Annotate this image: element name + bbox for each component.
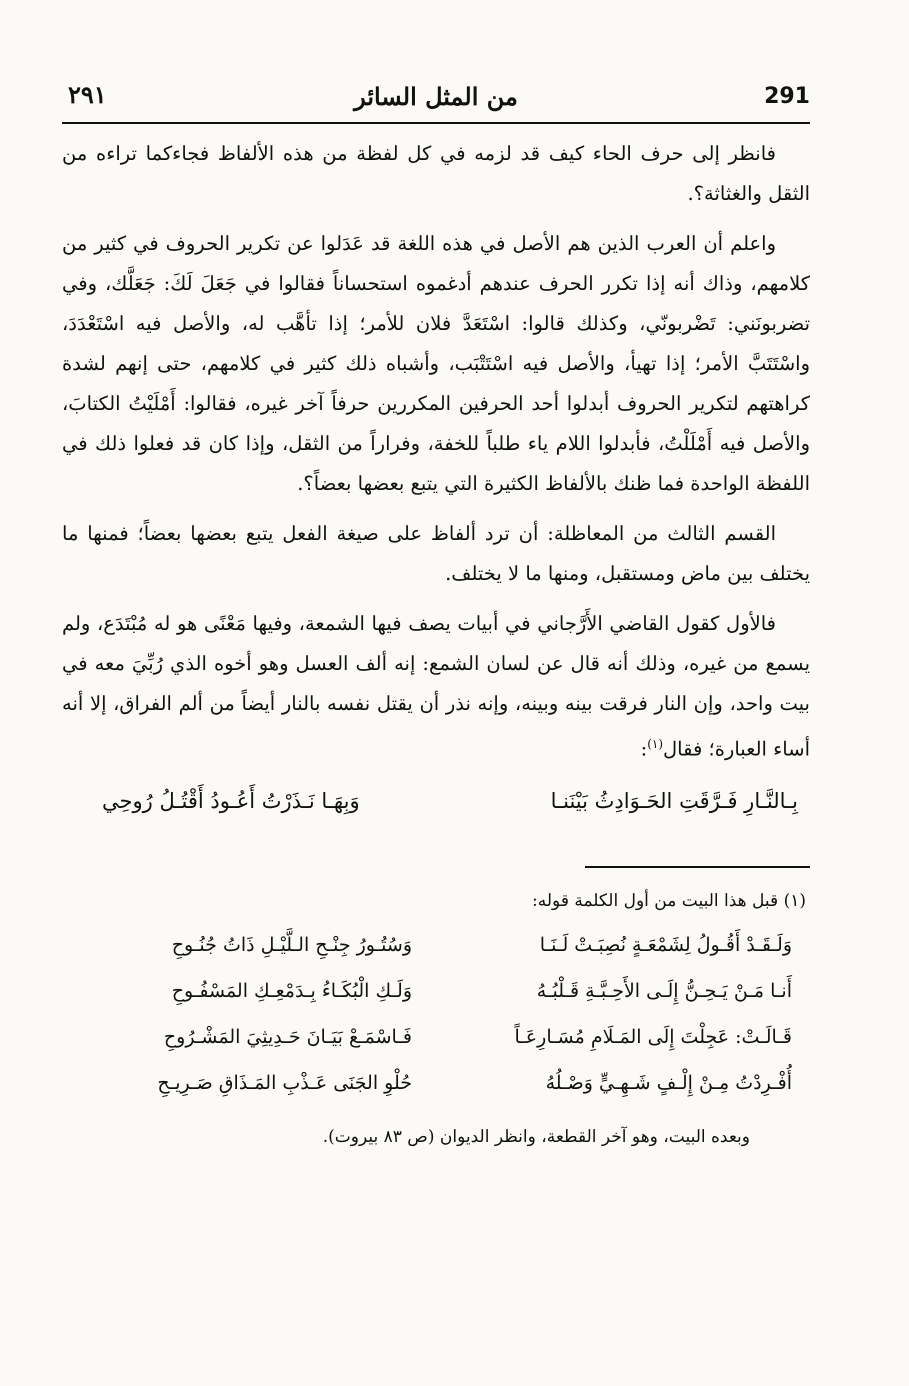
- paragraph-3: القسم الثالث من المعاظلة: أن ترد ألفاظ على صيغة الفعل يتبع بعضها بعضاً؛ فمنها ما يختلف بين ماض ومستقبل، ومنها ما لا يختلف.: [62, 522, 810, 585]
- verse-first-hemistich: بِـالنَّـارِ فَـرَّقَتِ الحَـوَادِثُ بَيْنَنـا: [550, 788, 798, 813]
- poem-line-4-a: أُفْـرِدْتُ مِـنْ إِلْـفٍ شَـهِـيٍّ وَصْـلُهُ: [545, 1071, 792, 1094]
- poem-line-4-b: حُلْوِ الجَنَى عَـذْبِ المَـذَاقِ صَـرِيـحِ: [157, 1071, 412, 1094]
- poem-line-1-a: وَلَـقَـدْ أَقُـولُ لِشَمْعَـةٍ نُصِبَـتْ لَـنَـا: [539, 933, 792, 956]
- page-number-latin: 291: [764, 84, 810, 109]
- footnote-reference[interactable]: (١): [647, 737, 664, 751]
- poem-line-3-b: فَـاسْمَـعْ بَيَـانَ حَـدِيثِيَ المَشْـرُوحِ: [163, 1025, 412, 1048]
- paragraph-1: فانظر إلى حرف الحاء كيف قد لزمه في كل لفظة من هذه الألفاظ فجاءكما تراءه من الثقل والغثاثة؟.: [62, 142, 810, 205]
- running-title: من المثل السائر: [354, 82, 518, 111]
- poem-line-2-a: أَنـا مَـنْ يَـحِـنُّ إِلَـى الأَحِـبَّـةِ قَـلْبُـهُ: [536, 979, 792, 1002]
- paragraph-4-text: فالأول كقول القاضي الأَرَّجاني في أبيات يصف فيها الشمعة، وفيها مَعْنًى هو له مُبْتَدَع، ولم يسمع من غيره، وذلك أنه قال عن لسان الشمع: إنه ألف العسل وهو أخوه الذي رُبِّيَ معه في بيت واحد، وإن النار فرقت بينه وبينه، وإنه نذر أن يقتل نفسه بالنار أيضاً من ألم الفراق، إلا أنه أساء العبارة؛ فقال: [62, 612, 810, 761]
- poem-line-2-b: وَلَـكِ الْبُكَـاءُ بِـدَمْعِـكِ المَسْفُـوحِ: [171, 979, 412, 1002]
- footnote-reference-colon: :: [640, 737, 648, 761]
- footnote-label: (١): [783, 890, 806, 911]
- main-text: [62, 134, 810, 770]
- running-header: [62, 78, 810, 124]
- verse-second-hemistich: وَبِهَـا نَـذَرْتُ أَعُـودُ أَقْتُـلُ رُوحِي: [102, 788, 360, 813]
- footnote: [62, 886, 810, 1152]
- footnote-intro-line: [62, 886, 810, 916]
- page: [62, 78, 810, 1368]
- footnote-poem: [62, 928, 810, 1100]
- paragraph-4: [62, 604, 810, 770]
- poem-line-3-a: قَـالَـتْ: عَجِلْتَ إِلَى المَـلَامِ مُسَـارِعَـاً: [514, 1025, 792, 1048]
- footnote-after: وبعده البيت، وهو آخر القطعة، وانظر الديوان (ص ٨٣ بيروت).: [322, 1126, 750, 1147]
- footnote-intro: قبل هذا البيت من أول الكلمة قوله:: [532, 890, 779, 911]
- page-number-arabic: ٢٩١: [68, 80, 107, 109]
- verse-line: [62, 780, 810, 822]
- poem-line-1-b: وَسُتُـورُ جِنْـحِ الـلَّيْـلِ ذَاتُ جُنُـوحِ: [171, 933, 412, 956]
- footnote-separator: [585, 866, 810, 868]
- paragraph-2: واعلم أن العرب الذين هم الأصل في هذه اللغة قد عَدَلوا عن تكرير الحروف في كثير من كلامهم، وذاك أنه إذا تكرر الحرف عندهم أدغموه استحساناً فقالوا في جَعَلَ لَكَ: جَعَلَّك، وفي تضربونَني: تَضْربونّي، وكذلك قالوا: اسْتَعَدَّ فلان للأمر؛ إذا تأهَّب له، والأصل فيه اسْتَعْدَدَ، واسْتَتَبَّ الأمر؛ إذا تهيأ، والأصل فيه اسْتَتْبَب، وأشباه ذلك كثير في كلامهم، حتى إنهم لشدة كراهتهم لتكرير الحروف أبدلوا أحد الحرفين المكررين حرفاً آخر غيره، فقالوا: أَمْلَيْتُ الكتابَ، والأصل فيه أَمْلَلْتُ، فأبدلوا اللام ياء طلباً للخفة، وفراراً من الثقل، وإذا كان قد فعلوا ذلك في اللفظة الواحدة فما ظنك بالألفاظ الكثيرة التي يتبع بعضها بعضاً؟.: [62, 232, 810, 495]
